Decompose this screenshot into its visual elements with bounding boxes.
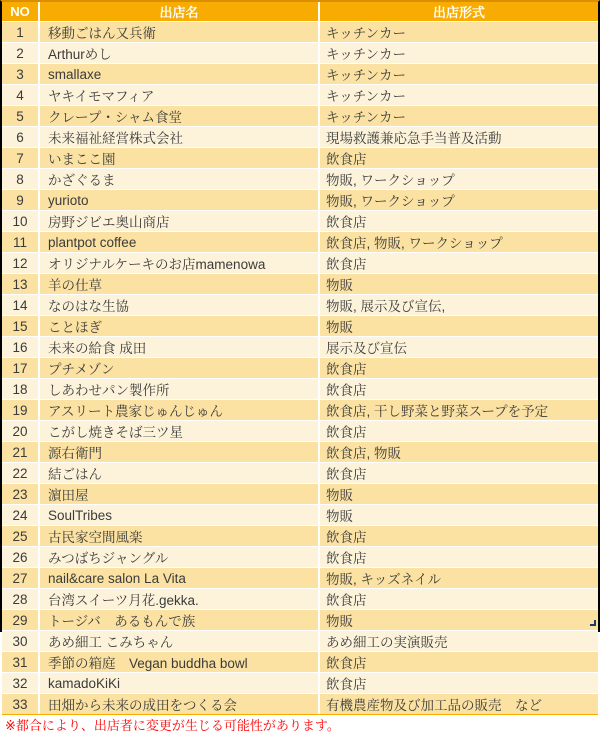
row-number-cell: 7 — [2, 148, 40, 168]
table-body — [2, 21, 598, 714]
store-format-cell: 物販 — [326, 278, 353, 293]
row-number-cell: 19 — [2, 400, 40, 420]
table-row — [2, 315, 598, 336]
row-number-cell: 20 — [2, 421, 40, 441]
table-row — [2, 609, 598, 630]
row-number-cell: 16 — [2, 337, 40, 357]
store-name-cell: ことほぎ — [40, 316, 320, 336]
store-format-cell: あめ細工の実演販売 — [326, 635, 448, 650]
store-format-cell: 飲食店 — [326, 656, 367, 671]
row-number-cell: 30 — [2, 631, 40, 651]
store-format-cell: 飲食店 — [326, 593, 367, 608]
table-row — [2, 231, 598, 252]
store-name-cell: あめ細工 こみちゃん — [40, 631, 320, 651]
store-format-cell: 飲食店 — [326, 362, 367, 377]
store-name-cell: 結ごはん — [40, 463, 320, 483]
store-name-cell: 台湾スイーツ月花.gekka. — [40, 589, 320, 609]
table-row — [2, 630, 598, 651]
row-number-cell: 24 — [2, 505, 40, 525]
store-format-cell: キッチンカー — [326, 89, 407, 104]
store-name-cell: なのはな生協 — [40, 295, 320, 315]
table-row — [2, 147, 598, 168]
store-name-cell: 未来福祉経営株式会社 — [40, 127, 320, 147]
store-format-cell: 物販 — [326, 509, 353, 524]
row-number-cell: 18 — [2, 379, 40, 399]
row-number-cell: 15 — [2, 316, 40, 336]
row-number-cell: 31 — [2, 652, 40, 672]
store-name-cell: 羊の仕草 — [40, 274, 320, 294]
row-number-cell: 4 — [2, 85, 40, 105]
table-row — [2, 588, 598, 609]
table-row — [2, 567, 598, 588]
store-format-cell: 飲食店 — [326, 152, 367, 167]
store-format-cell: 飲食店 — [326, 530, 367, 545]
table-row — [2, 546, 598, 567]
store-format-cell: 飲食店, 物販, ワークショップ — [326, 236, 503, 251]
table-row — [2, 420, 598, 441]
table-row — [2, 294, 598, 315]
store-name-cell: トージバ あるもんで族 — [40, 610, 320, 630]
row-number-cell: 13 — [2, 274, 40, 294]
store-name-cell: こがし焼きそば三ツ星 — [40, 421, 320, 441]
row-number-cell: 33 — [2, 694, 40, 714]
store-name-cell: nail&care salon La Vita — [40, 568, 320, 588]
table-row — [2, 252, 598, 273]
store-format-cell: 飲食店 — [326, 551, 367, 566]
table-row — [2, 126, 598, 147]
table-row — [2, 168, 598, 189]
store-format-cell: 飲食店 — [326, 425, 367, 440]
table-row — [2, 42, 598, 63]
row-number-cell: 26 — [2, 547, 40, 567]
table-row — [2, 651, 598, 672]
table-row — [2, 399, 598, 420]
store-format-cell: 物販, 展示及び宣伝, — [326, 299, 446, 314]
store-format-cell: 飲食店 — [326, 383, 367, 398]
table-row — [2, 357, 598, 378]
store-name-cell: 移動ごはん又兵衛 — [40, 22, 320, 42]
row-number-cell: 22 — [2, 463, 40, 483]
store-format-cell: 有機農産物及び加工品の販売 など — [326, 698, 542, 713]
store-format-cell: 飲食店 — [326, 257, 367, 272]
row-number-cell: 6 — [2, 127, 40, 147]
row-number-cell: 23 — [2, 484, 40, 504]
store-name-cell: ヤキイモマフィア — [40, 85, 320, 105]
row-number-cell: 21 — [2, 442, 40, 462]
store-format-cell: 飲食店, 物販 — [326, 446, 402, 461]
store-format-cell: 飲食店 — [326, 467, 367, 482]
table-row — [2, 105, 598, 126]
table-row — [2, 336, 598, 357]
row-number-cell: 3 — [2, 64, 40, 84]
row-number-cell: 29 — [2, 610, 40, 630]
table-row — [2, 525, 598, 546]
store-name-cell: 田畑から未来の成田をつくる会 — [40, 694, 320, 714]
table-row — [2, 21, 598, 42]
store-name-cell: Arthurめし — [40, 43, 320, 63]
store-format-cell: 現場救護兼応急手当普及活動 — [326, 131, 502, 146]
table-row — [2, 504, 598, 525]
row-number-cell: 5 — [2, 106, 40, 126]
store-name-cell: かざぐるま — [40, 169, 320, 189]
table-row — [2, 441, 598, 462]
column-header-no: NO — [2, 2, 40, 21]
store-name-cell: クレープ・シャム食堂 — [40, 106, 320, 126]
row-number-cell: 9 — [2, 190, 40, 210]
store-format-cell: 物販 — [326, 614, 353, 629]
store-format-cell: 飲食店 — [326, 677, 367, 692]
store-format-cell: 物販, ワークショップ — [326, 194, 455, 209]
store-format-cell: 物販, ワークショップ — [326, 173, 455, 188]
table-row — [2, 462, 598, 483]
table-header-row — [2, 2, 598, 21]
table-row — [2, 189, 598, 210]
resize-handle-icon — [590, 620, 596, 626]
column-header-name: 出店名 — [40, 2, 320, 21]
row-number-cell: 27 — [2, 568, 40, 588]
row-number-cell: 11 — [2, 232, 40, 252]
store-name-cell: 古民家空間風楽 — [40, 526, 320, 546]
store-name-cell: 濵田屋 — [40, 484, 320, 504]
store-format-cell: キッチンカー — [326, 68, 407, 83]
row-number-cell: 8 — [2, 169, 40, 189]
row-number-cell: 1 — [2, 22, 40, 42]
store-name-cell: 源右衛門 — [40, 442, 320, 462]
table-row — [2, 483, 598, 504]
row-number-cell: 12 — [2, 253, 40, 273]
store-format-cell: 物販 — [326, 320, 353, 335]
store-format-cell: キッチンカー — [326, 110, 407, 125]
row-number-cell: 2 — [2, 43, 40, 63]
store-name-cell: smallaxe — [40, 64, 320, 84]
store-format-cell: キッチンカー — [326, 47, 407, 62]
row-number-cell: 10 — [2, 211, 40, 231]
store-name-cell: 房野ジビエ奥山商店 — [40, 211, 320, 231]
store-format-cell: キッチンカー — [326, 26, 407, 41]
store-name-cell: kamadoKiKi — [40, 673, 320, 693]
store-name-cell: yurioto — [40, 190, 320, 210]
column-header-format: 出店形式 — [432, 5, 485, 20]
store-name-cell: プチメゾン — [40, 358, 320, 378]
table-row — [2, 672, 598, 693]
store-name-cell: アスリート農家じゅんじゅん — [40, 400, 320, 420]
disclaimer-note: ※都合により、出店者に変更が生じる可能性があります。 — [2, 714, 598, 733]
store-name-cell: しあわせパン製作所 — [40, 379, 320, 399]
table-row — [2, 63, 598, 84]
store-name-cell: SoulTribes — [40, 505, 320, 525]
table-row — [2, 84, 598, 105]
store-name-cell: みつばちジャングル — [40, 547, 320, 567]
row-number-cell: 25 — [2, 526, 40, 546]
row-number-cell: 28 — [2, 589, 40, 609]
store-name-cell: いまここ園 — [40, 148, 320, 168]
table-row — [2, 273, 598, 294]
table-row — [2, 378, 598, 399]
store-format-cell: 飲食店 — [326, 215, 367, 230]
row-number-cell: 14 — [2, 295, 40, 315]
store-format-cell: 物販 — [326, 488, 353, 503]
row-number-cell: 32 — [2, 673, 40, 693]
row-number-cell: 17 — [2, 358, 40, 378]
table-row — [2, 693, 598, 714]
store-format-cell: 展示及び宣伝 — [326, 341, 407, 356]
store-format-cell: 物販, キッズネイル — [326, 572, 441, 587]
store-name-cell: plantpot coffee — [40, 232, 320, 252]
table-row — [2, 210, 598, 231]
store-name-cell: 未来の給食 成田 — [40, 337, 320, 357]
store-format-cell: 飲食店, 干し野菜と野菜スープを予定 — [326, 404, 549, 419]
store-name-cell: 季節の箱庭 Vegan buddha bowl — [40, 652, 320, 672]
store-name-cell: オリジナルケーキのお店mamenowa — [40, 253, 320, 273]
